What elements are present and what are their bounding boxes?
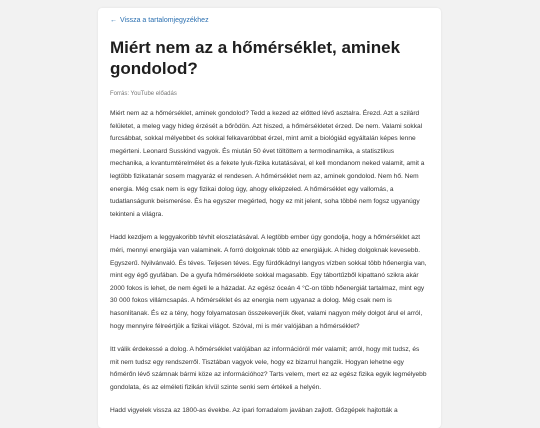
article-body (110, 108, 429, 418)
page-title: Miért nem az a hőmérséklet, aminek gondolod? (110, 38, 401, 78)
back-link-label: Vissza a tartalomjegyzékhez (120, 17, 209, 24)
left-arrow-icon: ← (110, 17, 117, 24)
source-note: Forrás: YouTube előadás (110, 91, 177, 97)
paragraph-3: Itt válik érdekessé a dolog. A hőmérséklet valójában az információról mér valamit; arról, hogy mit tudsz, és mit nem tudsz egy rendszerről. Tisztában vagyok vele, hogy ez bizarrul hangzik. Hogyan lehetne egy hőmérőn lévő számnak bármi köze az információhoz? Tarts velem, mert ez az egész fizika egyik legmélyebb gondolata, és az elméleti fizikán kívül szinte senki sem értékeli a helyén. (110, 346, 427, 391)
article-card (98, 8, 441, 428)
paragraph-1: Miért nem az a hőmérséklet, aminek gondolod? Tedd a kezed az előtted lévő asztalra. Érezd. Azt a szilárd felületet, a meleg vagy hideg érzését a bőrödön. Azt hiszed, a hőmérsékletet érzed. De nem. Valami sokkal furcsábbat, sokkal mélyebbet és sokkal felkavaróbbat érzel, mint amit a biológiád egyáltalán képes lenne megérteni. Leonard Susskind vagyok. És miután 50 évet töltöttem a termodinamika, a statisztikus mechanika, a kvantumtérelmélet és a fekete lyuk-fizika kutatásával, el kell mondanom neked valamit, amit a legtöbb fizikatanár sosem magyaráz el rendesen. A hőmérséklet nem az, aminek gondolod. Nem hő. Nem energia. Még csak nem is egy fizikai dolog úgy, ahogy elképzeled. A hőmérséklet egy vallomás, a tudatlanságunk beismerése. És ha egyszer megérted, hogy ez mit jelent, soha többé nem fogsz ugyanúgy tekinteni a világra. (110, 110, 425, 218)
back-to-contents-link[interactable] (110, 17, 429, 24)
paragraph-4: Hadd vigyelek vissza az 1800-as évekbe. Az ipari forradalom javában zajlott. Gőzgépek hajtották a (110, 407, 398, 415)
paragraph-2: Hadd kezdjem a leggyakoribb tévhit eloszlatásával. A legtöbb ember úgy gondolja, hogy a hőmérséklet azt méri, mennyi energiája van valaminek. A forró dolgoknak több az energiájuk. A hideg dolgoknak kevesebb. Egyszerű. Nyilvánvaló. És téves. Teljesen téves. Egy fürdőkádnyi langyos vízben sokkal több hőenergia van, mint egy égő gyufában. De a gyufa hőmérséklete sokkal magasabb. Egy tábortűzből kipattanó szikra akár 2000 fokos is lehet, de nem égeti le a házadat. Az egész óceán 4 °C-on több hőenergiát tartalmaz, mint egy 30 000 fokos villámcsapás. A hőmérséklet és az energia nem ugyanaz a dolog. Még csak nem is hasonlítanak. És ez a tény, hogy folyamatosan összekeverjük őket, valami nagyon mély dolgot árul el arról, hogy mennyire félreértjük a fizikai világot. Szóval, mi is mér valójában a hőmérséklet? (110, 234, 427, 330)
